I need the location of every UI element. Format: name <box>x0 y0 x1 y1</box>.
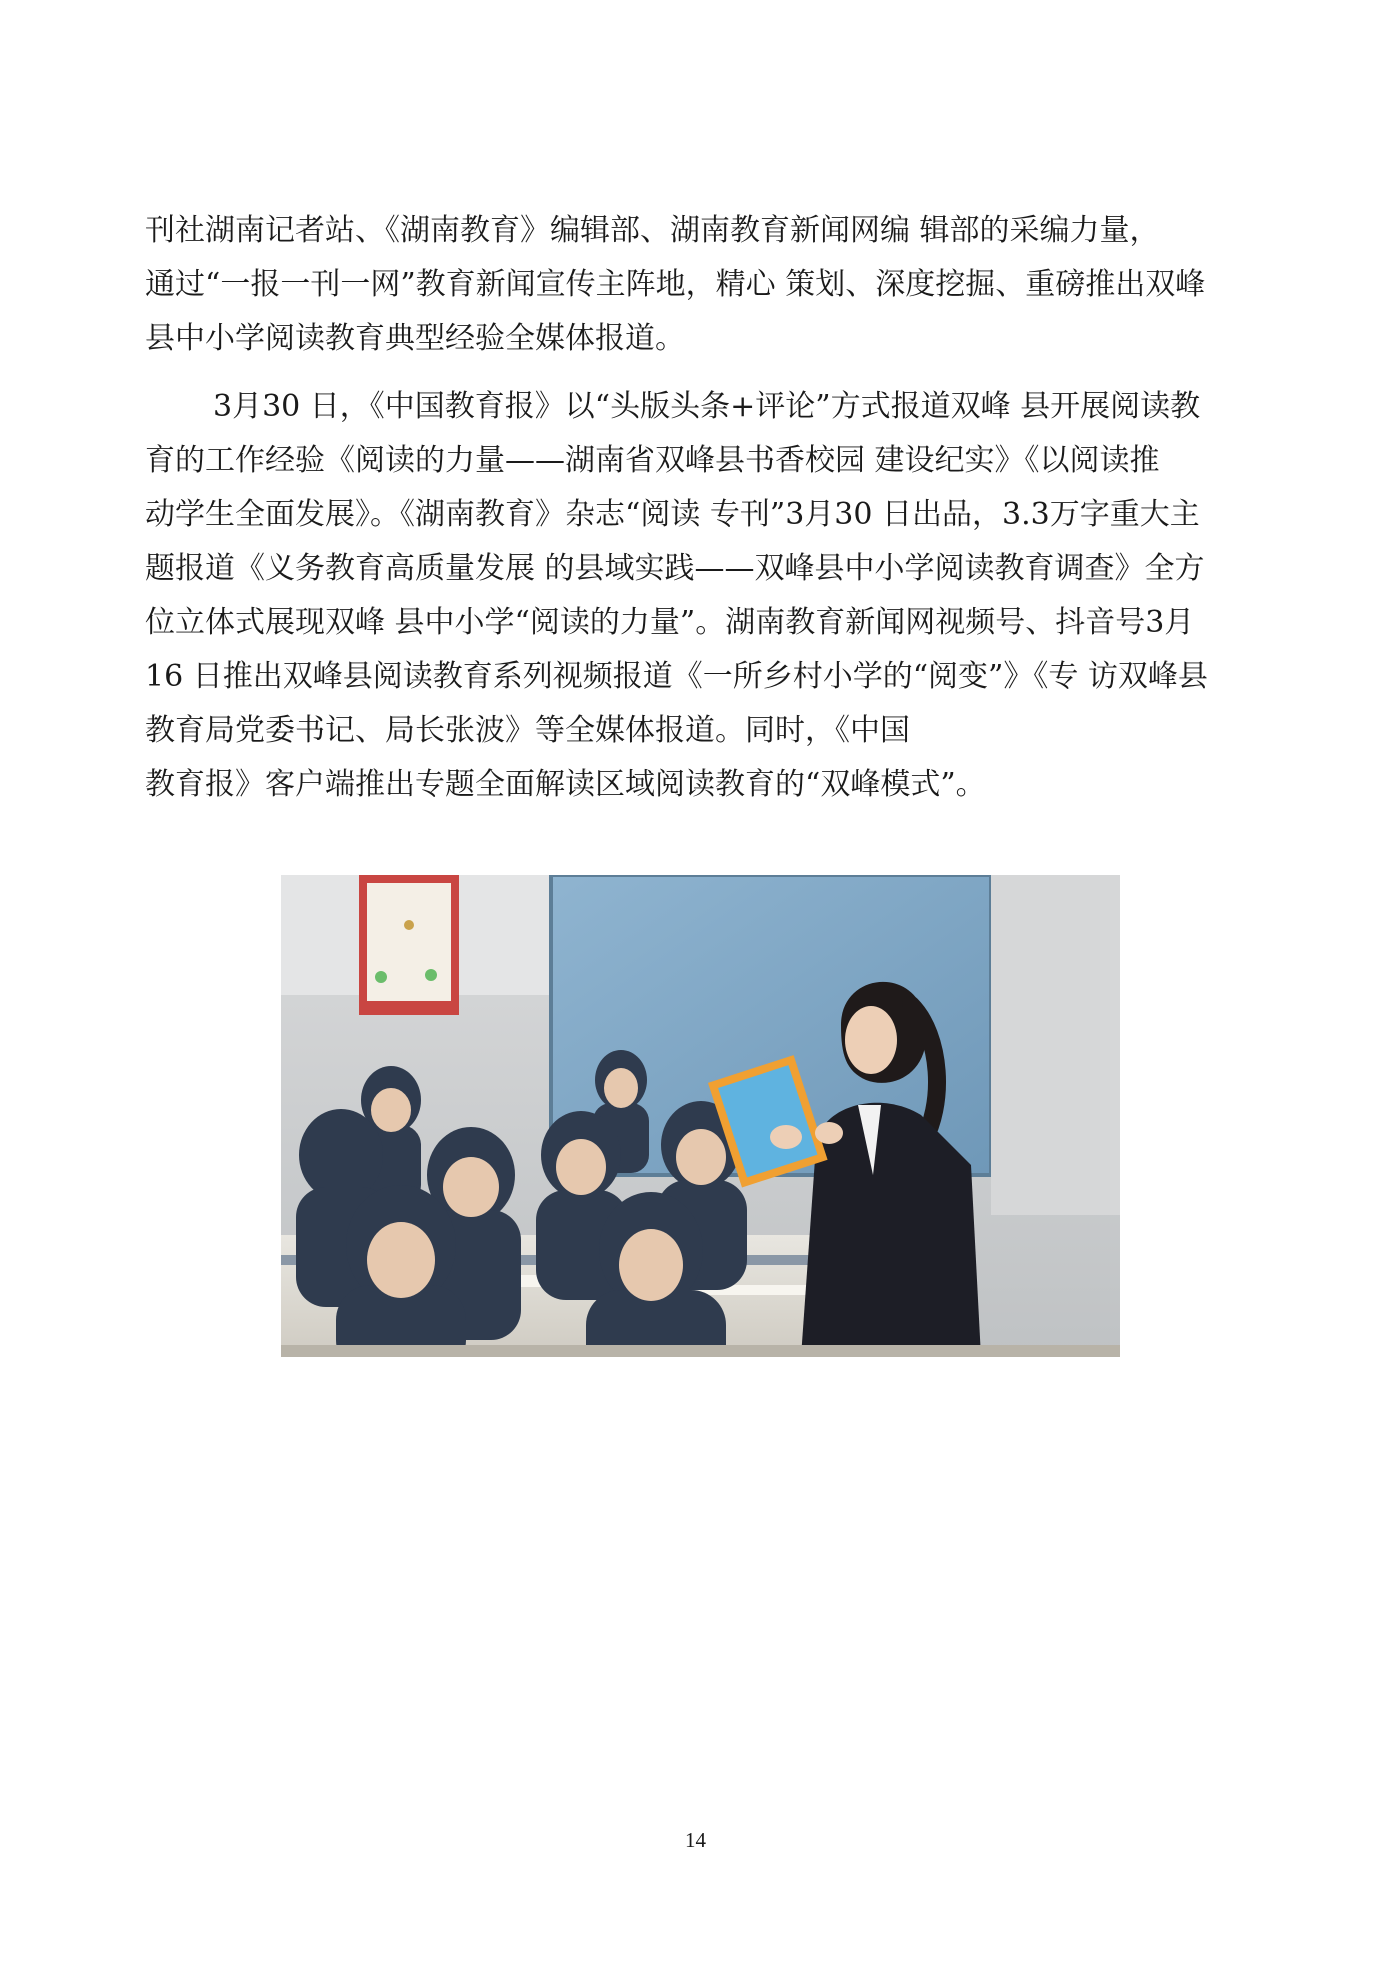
text-line: 动学生全面发展》。《湖南教育》杂志“阅读 专刊”3月30 日出品，3.3万字重大主 <box>145 497 1200 532</box>
text-line: 3月30 日，《中国教育报》以“头版头条+评论”方式报道双峰 县开展阅读教 <box>213 389 1201 424</box>
text-line: 16 日推出双峰县阅读教育系列视频报道《一所乡村小学的“阅变”》《专 访双峰县 <box>145 659 1208 694</box>
text-line: 教育局党委书记、局长张波》等全媒体报道。同时，《中国 <box>145 713 910 748</box>
paragraph-2 <box>145 380 1247 812</box>
text-line: 育的工作经验《阅读的力量——湖南省双峰县书香校园 建设纪实》《以阅读推 <box>145 443 1160 478</box>
text-line: 刊社湖南记者站、《湖南教育》编辑部、湖南教育新闻网编 辑部的采编力量， <box>145 213 1160 248</box>
text-line: 位立体式展现双峰 县中小学“阅读的力量”。湖南教育新闻网视频号、抖音号3月 <box>145 605 1195 640</box>
text-line: 通过“一报一刊一网”教育新闻宣传主阵地，精心 策划、深度挖掘、重磅推出双峰 <box>145 267 1206 302</box>
text-line: 县中小学阅读教育典型经验全媒体报道。 <box>145 321 685 356</box>
text-line: 教育报》客户端推出专题全面解读区域阅读教育的“双峰模式”。 <box>145 767 986 802</box>
classroom-photo <box>281 875 1120 1357</box>
text-line: 题报道《义务教育高质量发展 的县域实践——双峰县中小学阅读教育调查》全方 <box>145 551 1205 586</box>
paragraph-1 <box>145 204 1247 366</box>
page-number: 14 <box>685 1828 706 1852</box>
